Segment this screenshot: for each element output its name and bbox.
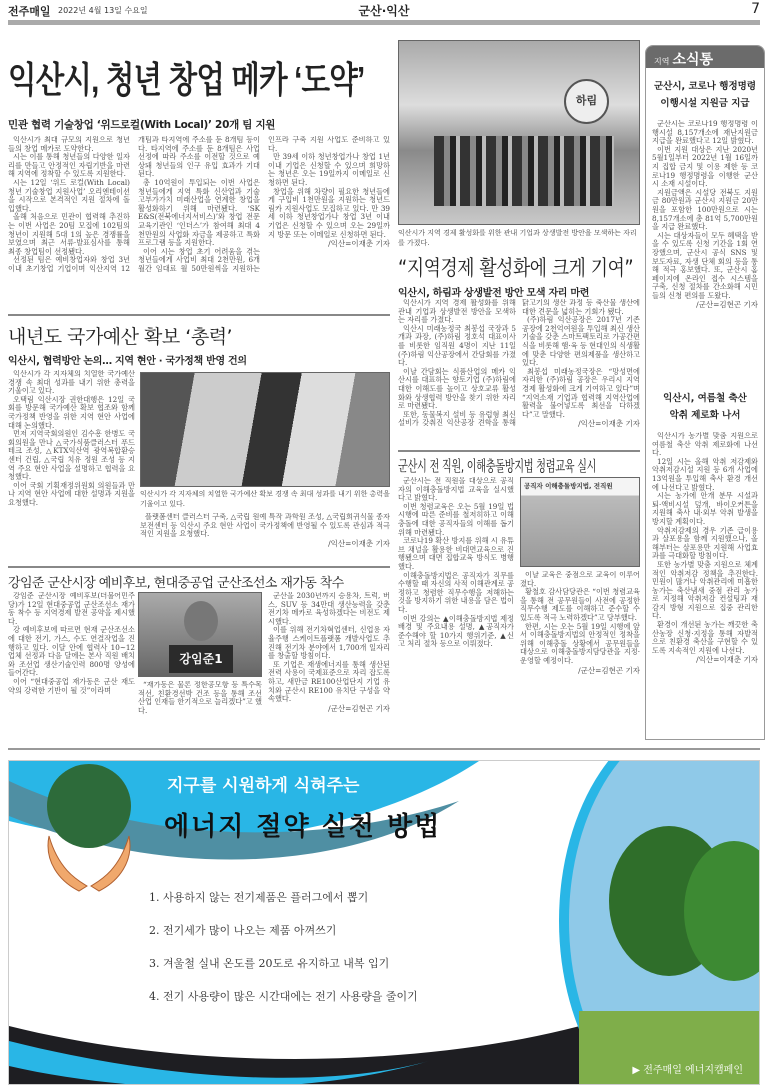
energy-campaign-ad — [8, 760, 760, 1085]
photo-candidate — [138, 592, 262, 677]
paragraph: 이어 시는 창업 초기 어려움을 겪는 청년들에게 사업비 최대 2천만원, 6개월간 임대료 월 50만원씩을 지원하는 인프라 구축 지원 사업도 준비하고 있다. — [138, 136, 390, 273]
divider — [8, 566, 390, 568]
article1-headline: 익산시, 청년 창업 메카 ‘도약’ — [8, 59, 365, 100]
paragraph: 지원금액은 시설당 전북도 지원금 80만원과 군산시 지원금 20만원을 포함한 100만원으로 시는 8,157개소에 총 81억 5,700만원을 지급 완료했다. — [652, 187, 758, 232]
sidebar-label: 소식통 — [672, 52, 714, 68]
paragraph: 선정된 팀은 예비창업자와 창업 3년 이내 초기창업 기업이며 익산지역 12개팀과 타지역에 주소를 둔 8개팀 등이다. 타지역에 주소를 둔 8개팀은 사업 선정에 따라 주소를 이전할 것으로 예상돼 청년들의 인구 유입 효과가 기대된다. — [8, 136, 260, 273]
masthead-logo: 전주매일 — [8, 5, 51, 18]
photo1-caption: 익산시가 지역 경제 활성화를 위한 관내 기업과 상생발전 방안을 모색하는 자리를 가졌다. — [398, 229, 637, 247]
article2-headline: “지역경제 활성화에 크게 기여” — [398, 256, 634, 280]
article1-subhead: 민관 협력 기술창업 ‘위드로컬(With Local)’ 20개 팀 지원 — [8, 119, 276, 131]
article4-body-col2 — [140, 513, 390, 562]
paragraph: 12일 시는 올해 악취 저감제와 악취저감시설 지원 등 6개 사업에 13억원을 투입해 축사 환경 개선에 나선다고 밝혔다. — [652, 456, 758, 492]
section-title: 군산·익산 — [358, 4, 410, 18]
candidate-portrait — [184, 601, 218, 641]
byline: /익산=이재춘 기자 — [696, 655, 758, 665]
sidebar-label-small: 지역 — [654, 57, 670, 66]
issue-date: 2022년 4월 13일 수요일 — [58, 6, 148, 15]
paragraph: “재가동은 물론 정한공모항 등 특수목적선, 친환경선박 건조 등을 통해 조선산업 인재들 한기적으로 늘리겠다”고 했다. — [138, 681, 262, 715]
campaign-name: 전주매일 에너지캠페인 — [643, 1065, 743, 1076]
article2-body — [398, 299, 640, 447]
article3-body-col1 — [398, 477, 514, 739]
paragraph: 만 39세 이하 청년창업가나 창업 1년 이내 기업은 신청할 수 있으며 희망하는 청년은 오는 19일까지 이메일로 신청하면 된다. — [268, 152, 390, 187]
ad-tip-2: 2. 전기세가 많이 나오는 제품 아껴쓰기 — [149, 924, 337, 937]
paragraph: 또 기업은 재생에너지를 통해 생산된 전력 사용이 국제표준으로 자리 잡도록 하고, 새만금 RE100산업단지 기업 유치와 군산시 RE100 유치단 구성을 약속했다. — [268, 659, 390, 704]
ad-tip-4: 4. 전기 사용량이 많은 시간대에는 전기 사용량을 줄이기 — [149, 990, 418, 1003]
candidate-sign: 강임준1 — [169, 645, 233, 673]
ad-campaign-label — [632, 1061, 743, 1076]
sidebar-item-body — [652, 120, 758, 370]
paragraph: 악취저감제의 경우 기존 급이용과 살포용을 함께 지원했으나, 올해부터는 살포용만 지원해 사업효과를 극대화할 방침이다. — [652, 525, 758, 561]
article4-body-col1 — [8, 370, 135, 562]
paragraph: 익산시 미래농정국 최봉섭 국장과 5개과 과장, (주)하림 정호석 대표이사를 비롯한 임직원 4명이 지난 11일 (주)하림 익산공장에서 간담회를 가졌다. — [398, 323, 516, 368]
page-number: 7 — [751, 1, 760, 17]
divider — [398, 450, 640, 452]
paragraph: 또한, 동물복지 설비 등 유럽형 최신 설비가 갖춰진 익산공장 견학을 통해 닭고기의 생산 과정 등 축산물 생산에 대한 견문을 넓히는 기회가 됐다. — [398, 299, 640, 428]
paragraph: 최봉섭 미래농정국장은 “망성면에 자리한 (주)하림 공장은 우리시 지역경제 활성화에 크게 기여하고 있다”며 “지역소재 기업과 협력해 지역산업에 활력을 불어넣도록 최선을 다하겠다”고 말했다. — [522, 366, 640, 419]
ad-tip-1: 1. 사용하지 않는 전기제품은 플러그에서 뽑기 — [149, 891, 369, 904]
article5-body-col2 — [138, 681, 262, 740]
paragraph: 강임준 군산시장 예비후보(더불어민주당)가 12일 현대중공업 군산조선소 재가동 착수 등 지역경제 발전 공약을 제시했다. — [8, 592, 135, 626]
slide-title: 공직자 이해충돌방지법, 전직원 — [524, 482, 613, 490]
paragraph: 창업을 위해 차량이 필요한 청년들에게 구입비 1천만원을 지원하는 청년드림카 지원사업도 모집하고 있다. 만 39세 이하 청년창업가나 창업 3년 이내 기업은 신청할 수 있으며 오는 29일까지 방문 또는 이메일로 신청하면 된다. — [268, 186, 390, 239]
paragraph: 코로나19 확산 방지를 위해 시 유튜브 채널을 활용한 비대면교육으로 진행됐으며 대면 집합교육 방식도 병행했다. — [398, 536, 514, 571]
paragraph: 익산시가 농가별 맞춤 지원으로 여름철 축산 악취 제로화에 나선다. — [652, 432, 758, 458]
paragraph: 올해 처음으로 민관이 협력해 추진하는 이번 사업은 20팀 모집에 102팀의 청년이 지원해 5대 1의 높은 경쟁률을 보였으며 최근 서류·발표심사를 통해 최종 창업팀이 선정됐다. — [8, 212, 130, 256]
byline: /군산=김현곤 기자 — [696, 300, 758, 310]
paragraph: 총 10억원이 투입되는 이번 사업은 청년들에게 지역 특화 신산업과 기술 고부가가치 미래산업을 연계한 창업을 활성화하기 위해 마련됐다. ‘SK E&S(전북에너지서비스)’와 창업 전문 교육기관인 ‘인더스’가 참여해 최대 4천만원의 사업화 자금을 제공하고 특화 프로그램 등을 지원한다. — [138, 177, 260, 248]
paragraph: 시는 12일 ‘위드 로컬(With Local) 청년 기술창업 지원사업’ 오리엔테이션을 시작으로 본격적인 지원 절차에 돌입했다. — [8, 177, 130, 213]
paragraph: 이해충돌방지법은 공직자가 직무를 수행할 때 자신의 사적 이해관계로 공정하고 청렴한 직무수행을 저해하는 것을 방지하기 위한 내용을 담은 법이다. — [398, 570, 514, 614]
paragraph: 익산시가 최대 규모의 지원으로 청년들의 창업 메카로 도약한다. — [8, 136, 130, 153]
paragraph: 이를 위해 전기차혁업센터, 신업용 자율주행 스케이트플랫폼 개발사업도 추진해 전기차 분야에서 1,700개 일자리를 창출할 방침이다. — [268, 625, 390, 661]
article5-body-col1 — [8, 592, 135, 740]
paragraph: 이날 교육은 중점으로 교육이 이루어졌다. — [520, 571, 640, 588]
paragraph: 이번 지원 대상은 지난 2020년 5월1일부터 2022년 1월 16일까지 집합 금지 및 이용 제한 등 코로나19 행정명령을 이행한 군산시 소재 시설이다. — [652, 144, 758, 189]
paragraph: 시는 대상자들이 모두 혜택을 받을 수 있도록 신청 기간을 1회 연장했으며, 군산시 공식 SNS 및 보도자료, 자생 단체 회의 등을 통해 적극 홍보했다. 또, 군산시 홈페이지에 온라인 접수 시스템을 구축, 신청 절차를 간소화해 시민들의 신청 편의를 도왔다. — [652, 230, 758, 300]
byline: /익산=이재춘 기자 — [578, 419, 640, 429]
paragraph: 황철호 감사담당관은 “이번 청렴교육을 통해 전 공무원들이 사전에 공정한 직무수행 제도를 이해하고 준수할 수 있도록 적극 노력하겠다”고 당부했다. — [520, 587, 640, 622]
sidebar-item-title: 익산시, 여름철 축산 악취 제로화 나서 — [663, 393, 747, 421]
article1-body — [8, 136, 390, 306]
ad-subtitle: 지구를 시원하게 식혀주는 — [167, 776, 360, 796]
article3-headline: 군산시 전 직원, 이해충돌방지법 청렴교육 실시 — [398, 457, 597, 475]
paragraph: 환경이 개선된 농가는 깨끗한 축산농장 신청·지정을 통해 자발적으로 친환경 축산을 구현할 수 있도록 지속적인 지원에 나선다. — [652, 620, 758, 655]
photo-integrity-lecture — [520, 477, 640, 567]
sidebar-local-news — [645, 45, 765, 740]
group-of-people — [434, 136, 614, 206]
header-rule — [8, 20, 760, 25]
paragraph: 익산시가 지역 경제 활성화를 위해 관내 기업과 상생발전 방안을 모색하는 자리를 가졌다. — [398, 299, 516, 325]
divider — [8, 314, 390, 316]
photo-national-assembly-visit — [140, 372, 390, 487]
paragraph: 먼저 지역국회의원인 김수흥 한병도 국회의원을 만나 △국가식품클러스터 푸드테크 조성, △KTX익산역 광역복합환승센터 건립, △국립 치유 정원 조성 등 지역 주요 현안 사업을 설명하고 협력을 요청했다. — [8, 429, 135, 482]
paragraph: 또한 농가별 맞춤 지원으로 체계적인 악취저감 정책을 추진한다. 민원이 많거나 악취관리에 미흡한 농가는 축산냄새 중점 관리 농가로 지정해 악취저감 컨설팅과 재감지 방형 지원으로 집중 관리한다. — [652, 559, 758, 621]
byline: /익산=이재춘 기자 — [328, 538, 390, 548]
sidebar-header — [646, 46, 764, 68]
hanrim-sign: 하림 — [564, 79, 609, 124]
paragraph: 군산을 2030년까지 승용차, 트럭, 버스, SUV 등 34만대 생산능력을 갖춘 전기차 메카로 육성하겠다는 비전도 제시했다. — [268, 592, 390, 626]
globe-icon — [47, 764, 131, 848]
sidebar-item-title: 군산시, 코로나 행정명령 이행시설 지원금 지급 — [654, 81, 756, 109]
paragraph: (주)하림 익산공장은 2017년 기존공장에 2천억여원을 투입해 최신 생산 기술을 갖춘 스마트팩토리로 가공간편식을 비롯해 햄·육 등 현대인의 식생활에 맞춘 다양한 편의제품을 생산하고 있다. — [522, 315, 640, 368]
paragraph: 오택림 익산시장 권한대행은 12일 국회를 방문해 국가예산 확보 협조와 함께 국가정책 반영을 위한 지역 현안 사업에 대해 논의했다. — [8, 394, 135, 430]
article4-subhead: 익산시, 협력방안 논의… 지역 현안 · 국가정책 반영 건의 — [8, 356, 247, 367]
photo4-caption: 익산시가 각 지자체의 치열한 국가예산 확보 경쟁 속 최대 성과를 내기 위한 총력을 기울이고 있다. — [140, 490, 390, 508]
byline: /군산=김현곤 기자 — [578, 665, 640, 675]
sidebar-item-body — [652, 432, 758, 732]
paragraph: 강 예비후보에 따르면 현재 군산조선소에 대한 전기, 가스, 수도 연결작업을 진행하고 있다. 이달 안에 협력사 10~12업체 선정과 다음 달에는 본사 직원 배치와 조선업 생산기술인력 800명 양성에 들어간다. — [8, 625, 135, 678]
byline: /익산=이재춘 기자 — [328, 239, 390, 249]
paragraph: 군산시는 전 직원을 대상으로 공직자의 이해충돌방지법 교육을 실시했다고 밝혔다. — [398, 477, 514, 503]
paragraph: 이번 청렴교육은 오는 5월 19일 법 시행에 따른 준비를 철저히하고 이해충돌에 대한 공직자들의 이해를 돕기 위해 마련됐다. — [398, 501, 514, 537]
paragraph: 이번 강의는 ▲이해충돌방지법 제정 배경 및 주요내용 설명, ▲공직자가 준수해야 할 10가지 행위기준, ▲신고 처리 절차 등으로 이뤄졌다. — [398, 613, 514, 649]
paragraph: 한편, 시는 오는 5월 19일 시행에 앞서 이해충돌방지법의 안정적인 정착을 위해 이해충돌 상황에서 공무원들을 대상으로 이해충돌방지담당관을 지정·운영할 예정이다. — [520, 621, 640, 665]
ad-title: 에너지 절약 실천 방법 — [164, 812, 442, 842]
ad-tip-3: 3. 겨울철 실내 온도를 20도로 유지하고 내복 입기 — [149, 957, 390, 970]
paragraph: 익산시가 각 지자체의 치열한 국가예산 경쟁 속 최대 성과를 내기 위한 총력을 기울이고 있다. — [8, 370, 135, 396]
byline: /군산=김현곤 기자 — [328, 703, 390, 713]
article4-headline: 내년도 국가예산 확보 ‘총력’ — [8, 326, 233, 348]
paragraph: 시는 이를 통해 청년들의 다양한 일자리를 만들고 안정적인 자립기반을 마련해 지역에 정착할 수 있도록 지원한다. — [8, 152, 130, 179]
article2-subhead: 익산시, 하림과 상생발전 방안 모색 자리 마련 — [398, 288, 590, 299]
paragraph: 이날 간담회는 식품산업의 메카 익산시를 대표하는 향토기업 (주)하림에 대한 이해도를 높이고 상호교류 활성화와 상생협력 방안을 찾기 위한 자리로 마련됐다. — [398, 366, 516, 411]
paragraph: 이어 국회 기획재정위원회 의원들과 만나 지역 현안 사업에 대한 설명과 지원을 요청했다. — [8, 480, 135, 507]
article3-body-col2 — [520, 571, 640, 739]
page-divider — [8, 748, 760, 750]
play-arrow-icon: ▶ — [632, 1065, 644, 1076]
paragraph: 시는 농가에 안개 분무 시설과 퇴·액비시설 덮개, 바이오커튼을 지원해 축사 내·외부 악취 발생을 방지할 계획이다. — [652, 491, 758, 526]
article5-headline: 강임준 군산시장 예비후보, 현대중공업 군산조선소 재가동 착수 — [8, 576, 344, 591]
paragraph: 이어 “현대중공업 재가동은 군산 재도약의 강력한 기반이 될 것”이라며 — [8, 676, 135, 695]
paragraph: 군산시는 코로나19 행정명령 이행시설 8,157개소에 재난지원금 지급을 완료했다고 12일 밝혔다. — [652, 120, 758, 146]
article5-body-col3 — [268, 592, 390, 740]
paragraph: 플랫폼센터 클러스터 구축, △국립 원예 특작 과학원 조성, △국립희귀식물 종자 보전센터 등 익산시 주요 현안 사업이 국가정책에 반영될 수 있도록 관심과 적극적인 지원을 요청했다. — [140, 513, 390, 539]
photo-hanrim-meeting — [398, 40, 640, 225]
